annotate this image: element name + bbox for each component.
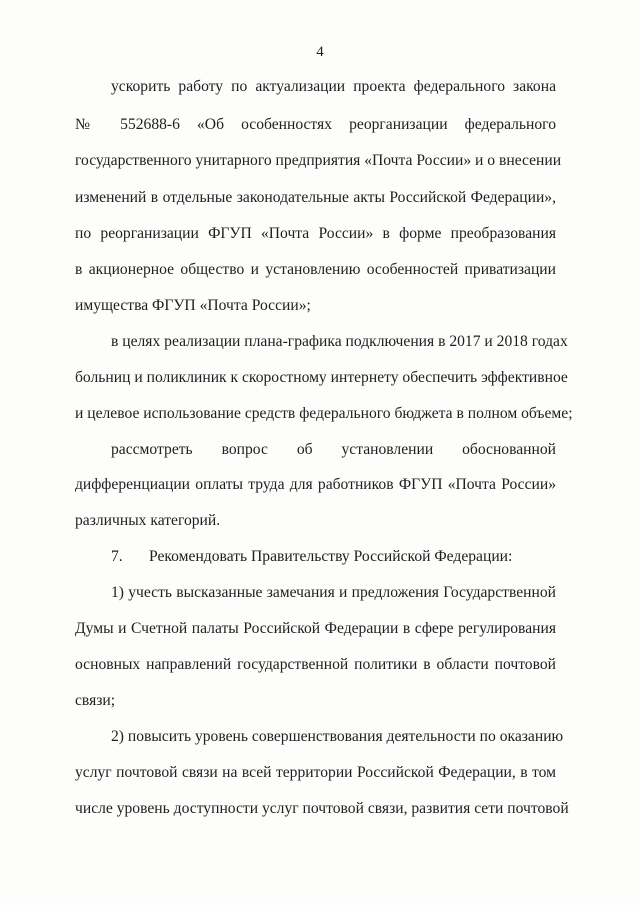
text-line: услуг почтовой связи на всей территории Российской Федерации, в том (75, 764, 556, 781)
text-line: государственного унитарного предприятия «Почта России» и о внесении (75, 152, 562, 169)
item-number: 7. (111, 548, 123, 565)
text-line: больниц и поликлиник к скоростному интернету обеспечить эффективное (75, 369, 568, 386)
text-line: ускорить работу по актуализации проекта федерального закона (111, 78, 556, 95)
text-line: числе уровень доступности услуг почтовой связи, развития сети почтовой (75, 800, 569, 817)
text-line: связи; (75, 692, 116, 709)
text-line: Думы и Счетной палаты Российской Федерации в сфере регулирования (75, 620, 556, 637)
text-line: в акционерное общество и установлению особенностей приватизации (75, 261, 556, 278)
text-line: дифференциации оплаты труда для работников ФГУП «Почта России» (75, 476, 556, 493)
text-line: № 552688-6 «Об особенностях реорганизации федерального (75, 116, 556, 133)
text-line: основных направлений государственной политики в области почтовой (75, 656, 556, 673)
item-text: Рекомендовать Правительству Российской Федерации: (149, 548, 513, 565)
text-line: и целевое использование средств федерального бюджета в полном объеме; (75, 405, 573, 422)
text-line: различных категорий. (75, 512, 221, 529)
text-line: имущества ФГУП «Почта России»; (75, 297, 311, 314)
numbered-item-7 (111, 546, 556, 568)
text-line: в целях реализации плана-графика подключения в 2017 и 2018 годах (111, 333, 568, 350)
text-line: изменений в отдельные законодательные акты Российской Федерации», (75, 189, 556, 206)
text-line: по реорганизации ФГУП «Почта России» в форме преобразования (75, 225, 556, 242)
text-line: рассмотреть вопрос об установлении обоснованной (111, 441, 556, 458)
text-line: 1) учесть высказанные замечания и предложения Государственной (111, 584, 556, 601)
text-line: 2) повысить уровень совершенствования деятельности по оказанию (111, 728, 564, 745)
page-number: 4 (316, 44, 324, 60)
